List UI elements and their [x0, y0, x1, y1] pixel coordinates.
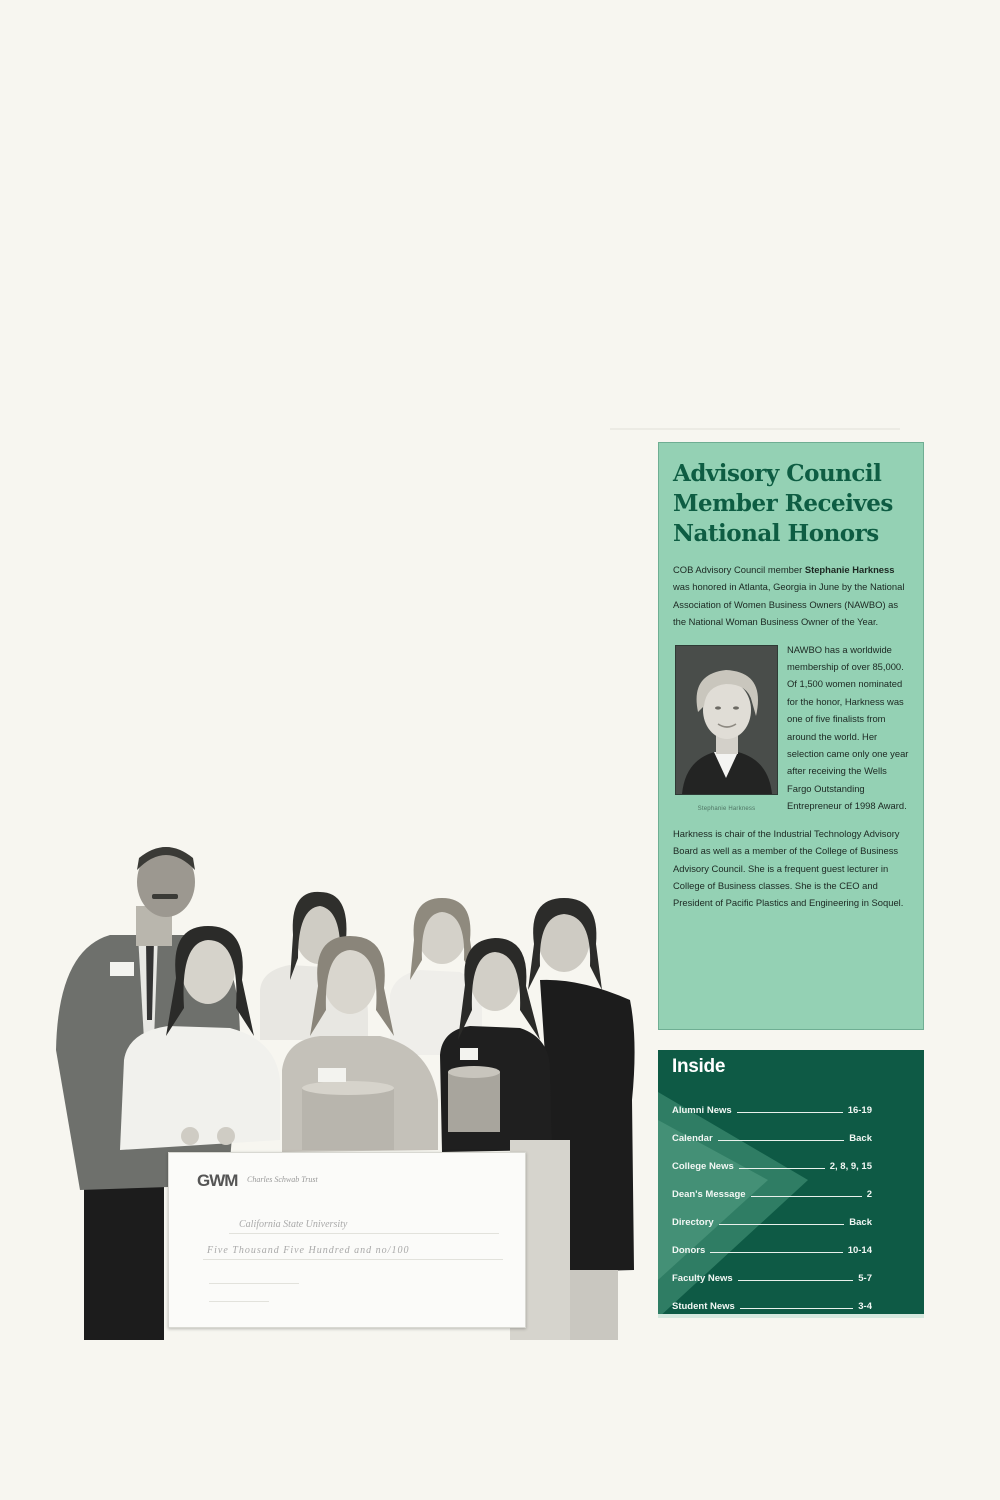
toc-item-faculty-news[interactable] — [672, 1256, 872, 1284]
check-bank: Charles Schwab Trust — [247, 1175, 318, 1184]
article-headline — [673, 459, 909, 549]
toc-item-calendar[interactable] — [672, 1116, 872, 1144]
inside-bottom-rule — [658, 1314, 924, 1318]
ghost-rule — [610, 418, 900, 430]
toc-page: 5-7 — [858, 1273, 872, 1284]
toc-item-alumni-news[interactable] — [672, 1088, 872, 1116]
headline-line-3: National Honors — [673, 520, 879, 547]
portrait-illustration — [676, 646, 777, 794]
toc-label: Dean's Message — [672, 1189, 746, 1200]
portrait-caption: Stephanie Harkness — [697, 805, 756, 812]
toc-leader — [710, 1252, 842, 1253]
toc-item-college-news[interactable] — [672, 1144, 872, 1172]
check-memo-line — [209, 1283, 299, 1284]
article-body — [673, 561, 909, 912]
toc-label: Calendar — [672, 1133, 713, 1144]
check-amount-words: Five Thousand Five Hundred and no/100 — [207, 1245, 410, 1256]
toc-page: Back — [849, 1133, 872, 1144]
toc-leader — [718, 1140, 845, 1141]
toc-leader — [751, 1196, 862, 1197]
toc-page: Back — [849, 1217, 872, 1228]
portrait-photo — [675, 645, 778, 795]
headline-line-2: Member Receives — [673, 490, 893, 517]
toc-label: Donors — [672, 1245, 706, 1256]
toc-page: 16-19 — [847, 1105, 872, 1116]
p2-text: NAWBO has a worldwide membership of over 85,000. Of 1,500 women nominated for the honor, Harkness was one of five finalists from around the world. Her selection came only one year after receiving the Wells Fargo Outstanding Entrepreneur of 1998 Award. — [787, 643, 909, 812]
check-amount-line — [203, 1259, 503, 1260]
p1-rest: was honored in Atlanta, Georgia in June by the National Association of Women Business Owners (NAWBO) as the National Woman Business Owner of the Year. — [673, 581, 905, 628]
toc-leader — [739, 1168, 825, 1169]
article-paragraph-2 — [673, 641, 909, 815]
advisory-council-article — [658, 442, 924, 1030]
article-paragraph-1 — [673, 561, 909, 631]
headline-line-1: Advisory Council — [673, 460, 882, 487]
check-pay-to: California State University — [239, 1219, 348, 1230]
inside-toc-box — [658, 1050, 924, 1318]
toc-page: 2 — [866, 1189, 872, 1200]
toc-item-directory[interactable] — [672, 1200, 872, 1228]
toc-label: Alumni News — [672, 1105, 732, 1116]
toc-leader — [719, 1224, 845, 1225]
toc-page: 3-4 — [858, 1301, 872, 1312]
group-photo — [50, 840, 640, 1340]
giant-check — [168, 1152, 526, 1328]
toc-label: Faculty News — [672, 1273, 733, 1284]
toc-page: 2, 8, 9, 15 — [829, 1161, 872, 1172]
portrait-figure — [675, 645, 778, 818]
toc-item-student-news[interactable] — [672, 1284, 872, 1312]
p1-name: Stephanie Harkness — [804, 564, 895, 575]
article-paragraph-3: Harkness is chair of the Industrial Technology Advisory Board as well as a member of the College of Business Advisory Council. She is a frequent guest lecturer in College of Business classes. She is the CEO and President of Pacific Plastics and Engineering in Soquel. — [673, 827, 904, 909]
toc-leader — [737, 1112, 843, 1113]
toc-leader — [740, 1308, 853, 1309]
toc-page: 10-14 — [847, 1245, 872, 1256]
toc-item-deans-message[interactable] — [672, 1172, 872, 1200]
check-logo: GWM — [197, 1171, 238, 1190]
check-memo-line-2 — [209, 1301, 269, 1302]
toc-list — [672, 1088, 872, 1312]
check-payee-line — [229, 1233, 499, 1234]
p1-start: COB Advisory Council member — [673, 564, 805, 575]
toc-label: Student News — [672, 1301, 735, 1312]
toc-label: College News — [672, 1161, 734, 1172]
inside-title: Inside — [672, 1056, 726, 1077]
toc-item-donors[interactable] — [672, 1228, 872, 1256]
toc-label: Directory — [672, 1217, 714, 1228]
toc-leader — [738, 1280, 854, 1281]
